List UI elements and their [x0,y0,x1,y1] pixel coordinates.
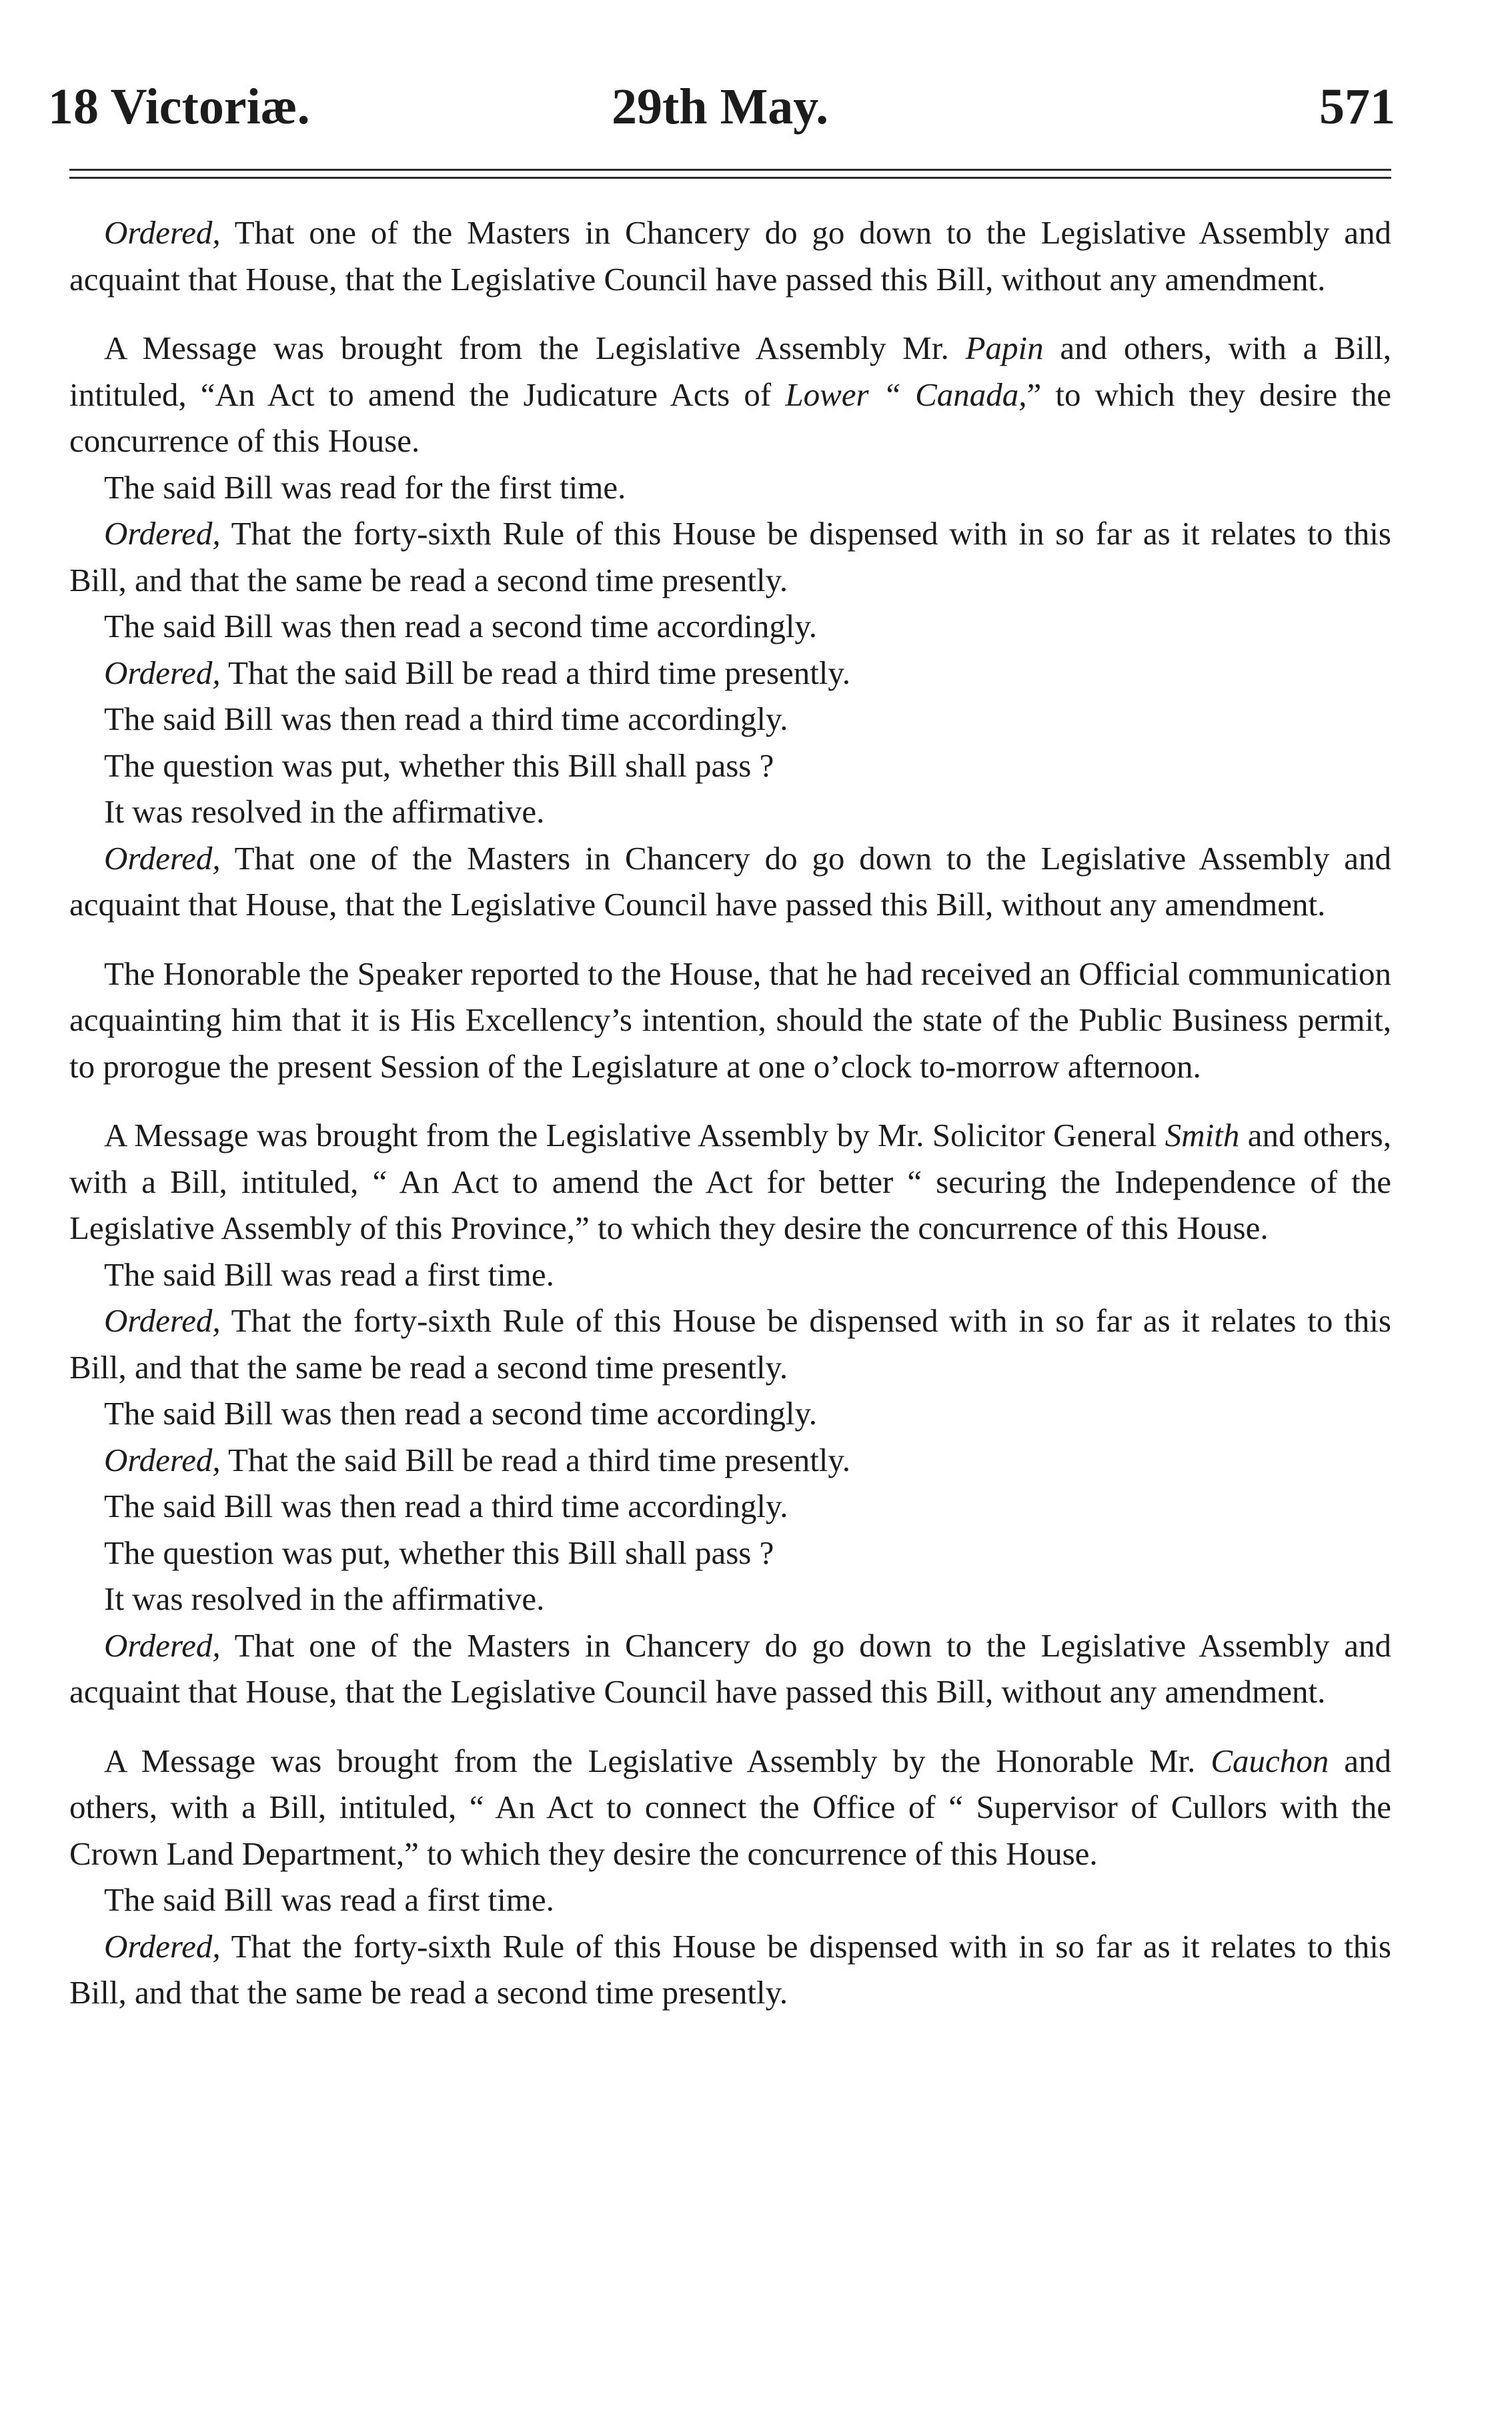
paragraph: The question was put, whether this Bill shall pass ? [104,747,774,784]
ordered-label: Ordered, [104,1302,221,1339]
ordered-label: Ordered, [104,839,221,877]
paragraph: The said Bill was then read a third time accordingly. [104,700,788,737]
paragraph-speaker-report: The Honorable the Speaker reported to the House, that he had received an Official communication acquainting him that it is His Excellency’s intention, should the state of the Public Business permit, to prorogue the present Session of the Legislature at one o’clock to-morrow afternoon. [69,955,1391,1085]
ordered-label: Ordered, [104,654,221,691]
header-rule-top [69,169,1391,171]
running-header [48,70,1395,143]
paragraph: The said Bill was then read a third time accordingly. [104,1488,788,1524]
paragraph-message [69,1112,1391,1252]
paragraph-text: That the said Bill be read a third time presently. [220,1441,850,1478]
member-name: Papin [965,330,1044,366]
paragraph-ordered [69,510,1391,603]
paragraph-ordered [69,1437,1391,1484]
paragraph-ordered [69,1622,1391,1715]
paragraph-text: ” to which they desire the concurrence of this House. [69,376,1392,459]
paragraph-text: That the forty-sixth Rule of this House be dispensed with in so far as it relates to this Bill, and that the same be read a second time presently. [69,1302,1391,1386]
header-session: 18 Victoriæ. [48,79,310,135]
ordered-label: Ordered, [104,1626,221,1664]
paragraph: The said Bill was then read a second time accordingly. [104,1395,818,1432]
paragraph: It was resolved in the affirmative. [104,1580,545,1617]
paragraph-text: A Message was brought from the Legislative Assembly Mr. [104,330,966,366]
place-name: Lower “ Canada, [785,376,1027,413]
member-name: Cauchon [1211,1742,1329,1779]
paragraph-ordered [69,1298,1391,1390]
paragraph-ordered [69,835,1391,928]
paragraph: The said Bill was read a first time. [104,1881,554,1918]
ordered-label: Ordered, [104,515,221,552]
paragraph: The said Bill was read a first time. [104,1256,554,1293]
ordered-label: Ordered, [104,1927,221,1965]
paragraph-text: and others, with a Bill, intituled, “ An Act to amend the Act for better “ securing the Independence of the Legislative Assembly of this Province,” to which they desire the concurrence of this House. [69,1117,1391,1246]
paragraph: The question was put, whether this Bill shall pass ? [104,1534,774,1571]
paragraph-text: That one of the Masters in Chancery do go down to the Legislative Assembly and acquaint that House, that the Legislative Council have passed this Bill, without any amendment. [69,1626,1391,1710]
paragraph: It was resolved in the affirmative. [104,793,545,830]
paragraph-text: and others, with a Bill, intituled, “ An Act to connect the Office of “ Supervisor of Cullors with the Crown Land Department,” to which they desire the concurrence of this House. [69,1742,1391,1872]
paragraph-text: A Message was brought from the Legislative Assembly by Mr. Solicitor General [104,1117,1165,1153]
paragraph-text: A Message was brought from the Legislative Assembly by the Honorable Mr. [104,1742,1211,1779]
header-rule-bottom [69,177,1391,179]
paragraph: The said Bill was then read a second time accordingly. [104,608,818,644]
paragraph-message [69,325,1391,464]
header-date: 29th May. [612,79,829,135]
paragraph: The said Bill was read for the first time. [104,468,626,506]
journal-text [69,209,1391,2016]
paragraph-ordered [69,209,1391,302]
page-number: 571 [1319,79,1395,135]
paragraph-message [69,1738,1391,1877]
paragraph-text: That the forty-sixth Rule of this House be dispensed with in so far as it relates to this Bill, and that the same be read a second time presently. [69,515,1391,598]
paragraph-text: That one of the Masters in Chancery do go down to the Legislative Assembly and acquaint that House, that the Legislative Council have passed this Bill, without any amendment. [69,839,1391,923]
paragraph-text: That one of the Masters in Chancery do go down to the Legislative Assembly and acquaint that House, that the Legislative Council have passed this Bill, without any amendment. [69,214,1391,298]
paragraph-text: That the forty-sixth Rule of this House be dispensed with in so far as it relates to this Bill, and that the same be read a second time presently. [69,1927,1391,2011]
paragraph-ordered [69,1923,1391,2016]
paragraph-ordered [69,650,1391,696]
member-name: Smith [1165,1117,1240,1153]
ordered-label: Ordered, [104,1441,221,1478]
paragraph-text: and others, with a Bill, intituled, “An Act to amend the Judicature Acts of [69,330,1391,413]
ordered-label: Ordered, [104,214,221,251]
paragraph-text: That the said Bill be read a third time presently. [220,654,850,691]
